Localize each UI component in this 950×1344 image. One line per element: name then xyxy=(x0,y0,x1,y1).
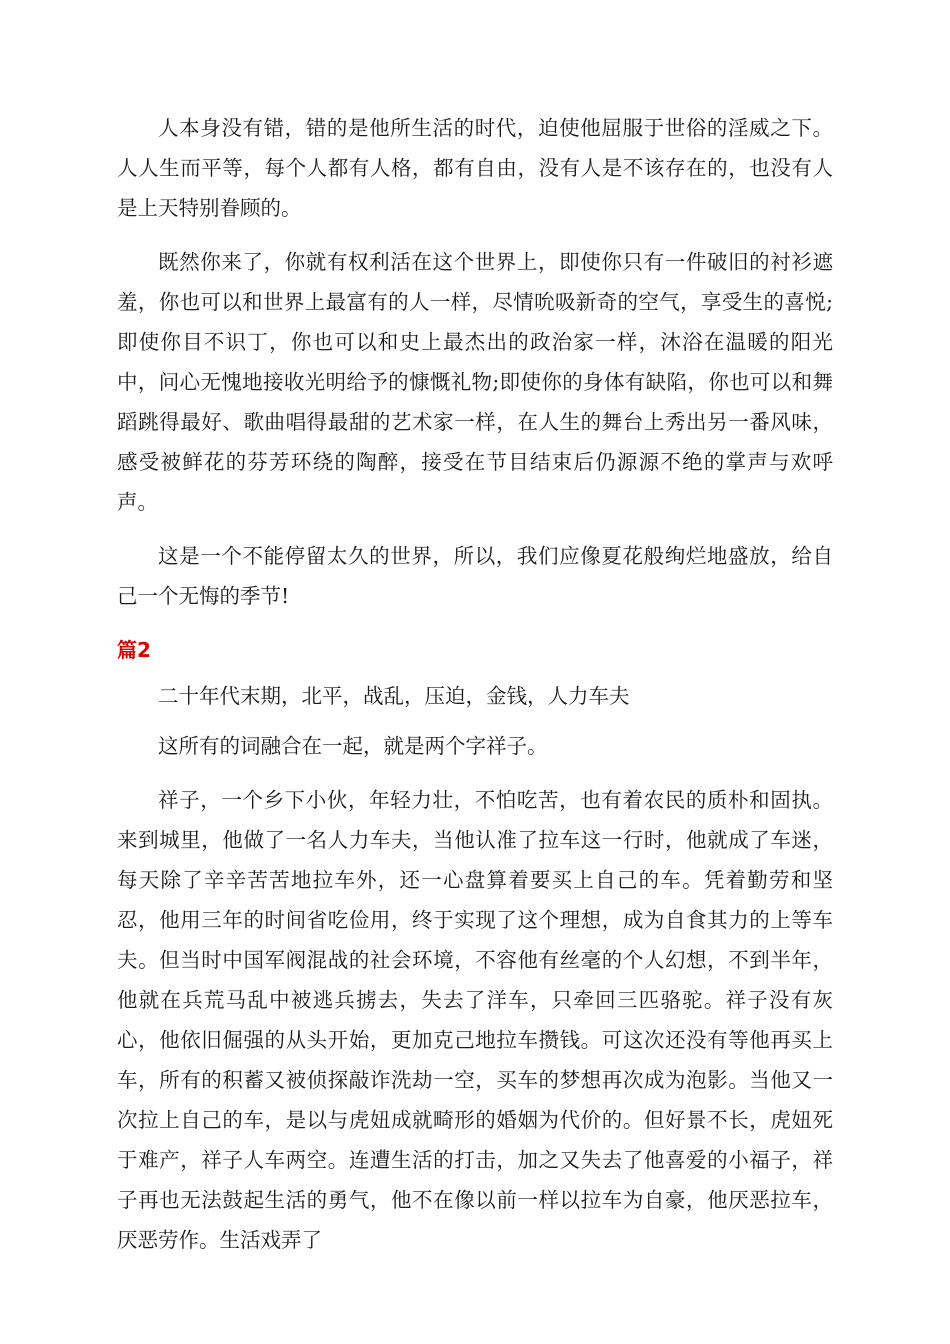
paragraph-6: 祥子，一个乡下小伙，年轻力壮，不怕吃苦，也有着农民的质朴和固执。来到城里，他做了一名人力车夫，当他认准了拉车这一行时，他就成了车迷，每天除了辛辛苦苦地拉车外，还一心盘算着要买上自己的车。凭着勤劳和坚忍，他用三年的时间省吃俭用，终于实现了这个理想，成为自食其力的上等车夫。但当时中国军阀混战的社会环境，不容他有丝毫的个人幻想，不到半年，他就在兵荒马乱中被逃兵掳去，失去了洋车，只牵回三匹骆驼。祥子没有灰心，他依旧倔强的从头开始，更加克己地拉车攒钱。可这次还没有等他再买上车，所有的积蓄又被侦探敲诈洗劫一空，买车的梦想再次成为泡影。当他又一次拉上自己的车，是以与虎妞成就畸形的婚姻为代价的。但好景不长，虎妞死于难产，祥子人车两空。连遭生活的打击，加之又失去了他喜爱的小福子，祥子再也无法鼓起生活的勇气，他不在像以前一样以拉车为自豪，他厌恶拉车，厌恶劳作。生活戏弄了 xyxy=(117,788,833,1252)
paragraph-4: 二十年代末期，北平，战乱，压迫，金钱，人力车夫 xyxy=(158,684,630,708)
paragraph-3: 这是一个不能停留太久的世界，所以，我们应像夏花般绚烂地盛放，给自己一个无悔的季节! xyxy=(117,544,833,608)
paragraph-1: 人本身没有错，错的是他所生活的时代，迫使他屈服于世俗的淫威之下。人人生而平等，每个人都有人格，都有自由，没有人是不该存在的，也没有人是上天特别眷顾的。 xyxy=(117,116,833,220)
paragraph-5: 这所有的词融合在一起，就是两个字祥子。 xyxy=(158,734,548,758)
section-heading: 篇2 xyxy=(117,638,151,662)
document-page xyxy=(117,108,833,1260)
paragraph-2: 既然你来了，你就有权利活在这个世界上，即使你只有一件破旧的衬衫遮羞，你也可以和世界上最富有的人一样，尽情吮吸新奇的空气，享受生的喜悦;即使你目不识丁，你也可以和史上最杰出的政治家一样，沐浴在温暖的阳光中，问心无愧地接收光明给予的慷慨礼物;即使你的身体有缺陷，你也可以和舞蹈跳得最好、歌曲唱得最甜的艺术家一样，在人生的舞台上秀出另一番风味，感受被鲜花的芬芳环绕的陶醉，接受在节目结束后仍源源不绝的掌声与欢呼声。 xyxy=(117,250,833,514)
